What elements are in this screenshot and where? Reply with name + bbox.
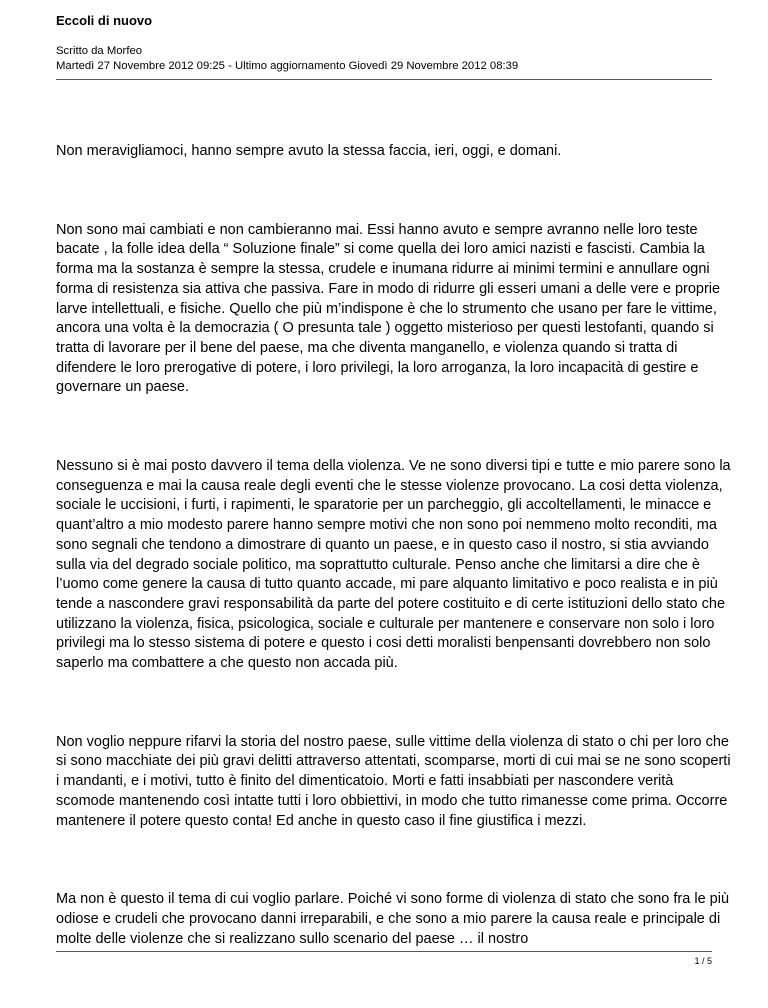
paragraph: Ma non è questo il tema di cui voglio parlare. Poiché vi sono forme di violenza di stato che sono fra le più odiose e crudeli che provocano danni irreparabili, e che sono a mio parere la causa reale e principale di molte delle violenze che si realizzano sullo scenario del paese … il nostro [56, 891, 730, 947]
paragraph: Non sono mai cambiati e non cambieranno mai. Essi hanno avuto e sempre avranno nelle loro teste bacate , la folle idea della “ Soluzione finale” si come quella dei loro amici nazisti e fascisti. Cambia la forma ma la sostanza è sempre la stessa, crudele e inumana ridurre ai minimi termini e annullare ogni forma di resistenza sia attiva che passiva. Fare in modo di ridurre gli esseri umani a delle vere e proprie larve intellettuali, e fisiche. Quello che più m’indispone è che lo strumento che usano per fare le vittime, ancora una volta è la democrazia ( O presunta tale ) oggetto misterioso per questi lestofanti, quando si tratta di lavorare per il bene del paese, ma che diventa manganello, e violenza quando si tratta di difendere le loro prerogative di potere, i loro privilegi, la loro arroganza, la loro incapacità di gestire e governare un paese. [56, 221, 721, 396]
paragraph: Non meravigliamoci, hanno sempre avuto la stessa faccia, ieri, oggi, e domani. [56, 143, 562, 159]
paragraph: Non voglio neppure rifarvi la storia del nostro paese, sulle vittime della violenza di stato o chi per loro che si sono macchiate dei più gravi delitti attraverso attentati, scomparse, morti di cui mai se ne sono scoperti i mandanti, e i motivi, tutto è finito del dimenticatoio. Morti e fatti insabbiati per nascondere verità scomode mantenendo così intatte tutti i loro obbiettivi, in modo che tutto rimanesse come prima. Occorre mantenere il potere questo conta! Ed anche in questo caso il fine giustifica i mezzi. [56, 733, 731, 829]
article-body [56, 142, 736, 1008]
date-line: Martedì 27 Novembre 2012 09:25 - Ultimo aggiornamento Giovedì 29 Novembre 2012 08:39 [56, 60, 519, 72]
document-title: Eccoli di nuovo [56, 13, 153, 28]
document-meta [56, 44, 712, 74]
document-header [56, 12, 712, 74]
footer-divider [56, 951, 712, 952]
paragraph: Nessuno si è mai posto davvero il tema della violenza. Ve ne sono diversi tipi e tutte e mio parere sono la conseguenza e mai la causa reale degli eventi che le stesse violenze provocano. La cosi detta violenza, sociale le uccisioni, i furti, i rapimenti, le sparatorie per un parcheggio, gli accoltellamenti, le minacce e quant’altro a mio modesto parere hanno sempre motivi che non sono poi nemmeno molto reconditi, ma sono segnali che tendono a dimostrare di quanto un paese, e in questo caso il nostro, si stia avviando sulla via del degrado sociale politico, ma soprattutto culturale. Penso anche che limitarsi a dire che è l’uomo come genere la causa di tutto quanto accade, mi pare alquanto limitativo e poco realista e in più tende a nascondere gravi responsabilità da parte del potere costituito e di certe istituzioni dello stato che utilizzano la violenza, fisica, psicologica, sociale e culturale per mantenere e conservare non solo i loro privilegi ma lo stesso sistema di potere e questo i cosi detti moralisti benpensanti dovrebbero non solo saperlo ma combattere a che questo non accada più. [56, 458, 731, 672]
author-line: Scritto da Morfeo [56, 45, 143, 57]
header-divider [56, 79, 712, 80]
page-number: 1 / 5 [694, 956, 712, 966]
